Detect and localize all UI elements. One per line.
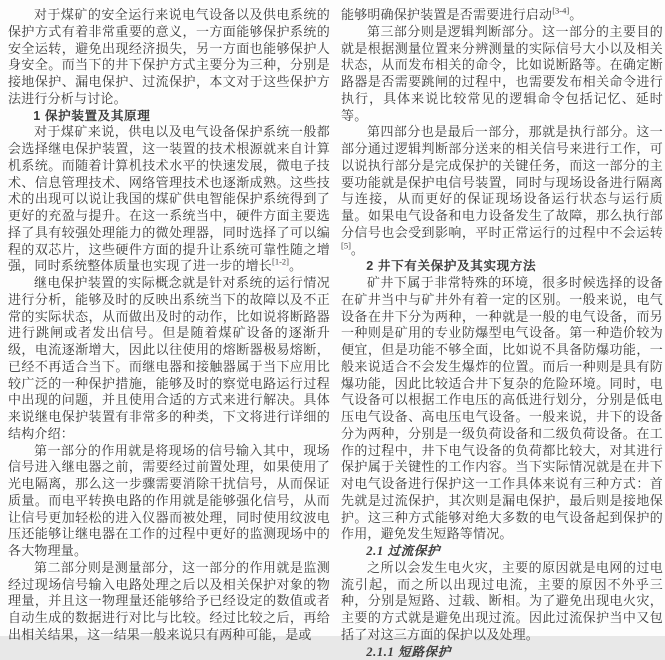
text-run: 。 [569, 7, 582, 22]
text-run: 1 保护装置及其原理 [33, 109, 150, 123]
paragraph [8, 560, 330, 644]
section-heading [8, 108, 330, 125]
text-run: 。 [351, 242, 364, 257]
paragraph-continuation [341, 7, 663, 24]
section-heading [341, 258, 663, 275]
text-run: 之所以会发生电火灾，主要的原因就是电网的过电流引起，而之所以出现过电流，主要的原因不外乎三种，分别是短路、过载、断相。为了避免出现电火灾，主要的方式就是避免出现过流。因此过流保护当中又包括了对这三方面的保护以及处理。 [341, 560, 663, 642]
text-run: 对于煤矿来说，供电以及电气设备保护系统一般都会选择继电保护装置，这一装置的技术根源就来自计算机系统。而随着计算机技术水平的快速发展，微电子技术、信息管理技术、网络管理技术也逐渐成熟。这些技术的出现可以说让我国的煤矿供电智能保护系统得到了更好的充盈与提升。在这一系统当中，硬件方面主要选择了具有较强处理能力的微处理器，同时选择了可以编程的双芯片，这些硬件方面的提升让系统可靠性随之增强，同时系统整体质量也实现了进一步的增长 [8, 124, 330, 273]
paragraph [341, 24, 663, 125]
text-run: 第二部分则是测量部分，这一部分的作用就是监测经过现场信号输入电路处理之后以及相关保护对象的物理量，并且这一物理量还能够给予已经设定的数值或者自动生成的数据进行对比与比较。经过比较之后，再给出相关结果，这一结果一般来说只有两种可能，是或 [8, 560, 330, 642]
paragraph [8, 124, 330, 275]
left-text-column [8, 7, 330, 636]
text-run: 矿井下属于非常特殊的环境，很多时候选择的设备在矿井当中与矿井外有着一定的区别。一般来说，电气设备在井下分为两种，一种就是一般的电气设备，而另一种则是矿用的专业防爆型电气设备。第一种造价较为便宜，但是功能不够全面，比如说不具备防爆功能，一般来说适合不会发生爆炸的位置。而后一种则是具有防爆功能，因此比较适合井下复杂的危险环境。同时，电气设备可以根据工作电压的高低进行划分，分别是低电压电气设备、高电压电气设备。一般来说，井下的设备分为两种，分别是一级负荷设备和二级负荷设备。在工作的过程中，井下电气设备的负荷都比较大，对其进行保护属于关键性的工作内容。当下实际情况就是在井下对电气设备进行保护这一工作具体来说有三种方式：首先就是过流保护，其次则是漏电保护，最后则是接地保护。这三种方式能够对绝大多数的电气设备起到保护的作用，避免发生短路等情况。 [341, 275, 663, 541]
text-run: 。 [289, 258, 302, 273]
text-run: 第三部分则是逻辑判断部分。这一部分的主要目的就是根据测量位置来分辨测量的实际信号大小以及相关状态，从而发布相关的命令，比如说断路等。在确定断路器是否需要跳闸的过程中，也需要发布相关命令进行执行，具体来说比较常见的逻辑命令包括记忆、延时等。 [341, 24, 663, 123]
citation-superscript: [1-2] [272, 257, 289, 267]
subsection-heading [341, 644, 663, 660]
right-text-column [341, 7, 663, 636]
paragraph [8, 275, 330, 443]
paragraph [8, 7, 330, 108]
text-run: 2.1 过流保护 [366, 544, 440, 558]
text-run: 能够明确保护装置是否需要进行启动 [341, 7, 552, 22]
paragraph [341, 560, 663, 644]
text-run: 对于煤矿的安全运行来说电气设备以及供电系统的保护方式有着非常重要的意义，一方面能够保护系统的安全运转，避免出现经济损失，另一方面也能够保护人身安全。而当下的井下保护方式主要分为三种，分别是接地保护、漏电保护、过流保护，本文对于这些保护方法进行分析与讨论。 [8, 7, 330, 106]
paragraph [8, 443, 330, 560]
citation-superscript: [5] [341, 240, 351, 250]
text-run: 继电保护装置的实际概念就是针对系统的运行情况进行分析，能够及时的反映出系统当下的故障以及不正常的实际状态，从而做出及时的动作，比如说将断路器进行跳闸或者发出信号。但是随着煤矿设备的逐渐升级，电流逐渐增大，因此以往使用的熔断器极易熔断，已经不再适合当下。而继电器和接触器属于当下应用比较广泛的一种保护措施，能够及时的察觉电路运行过程中出现的问题，并且使用合适的方式来进行解决。具体来说继电保护装置有非常多的种类，下文将进行详细的结构介绍： [8, 275, 330, 441]
subsection-heading [341, 543, 663, 560]
text-run: 第四部分也是最后一部分，那就是执行部分。这一部分通过逻辑判断部分送来的相关信号来进行工作，可以说执行部分是完成保护的关键任务，而这一部分的主要功能就是保护电信号装置，同时与现场设备进行隔离与连接，从而更好的保证现场设备运行状态与运行质量。如果电气设备和电力设备发生了故障，那么执行部分信号也会受到影响，平时正常运行的过程中不会运转 [341, 124, 663, 240]
citation-superscript: [3-4] [552, 6, 569, 16]
paragraph [341, 275, 663, 543]
text-run: 2.1.1 短路保护 [366, 645, 451, 659]
paragraph [341, 124, 663, 258]
text-run: 第一部分的作用就是将现场的信号输入其中，现场信号进入继电器之前，需要经过前置处理，如果使用了光电隔离，那么这一步骤需要消除干扰信号，从而保证质量。而电平转换电路的作用就是能够强化信号，从而让信号更加轻松的进入仪器而被处理，同时使用纹波电压还能够让继电器在工作的过程中更好的监测现场中的各大物理量。 [8, 443, 330, 559]
text-run: 2 井下有关保护及其实现方法 [366, 259, 536, 273]
